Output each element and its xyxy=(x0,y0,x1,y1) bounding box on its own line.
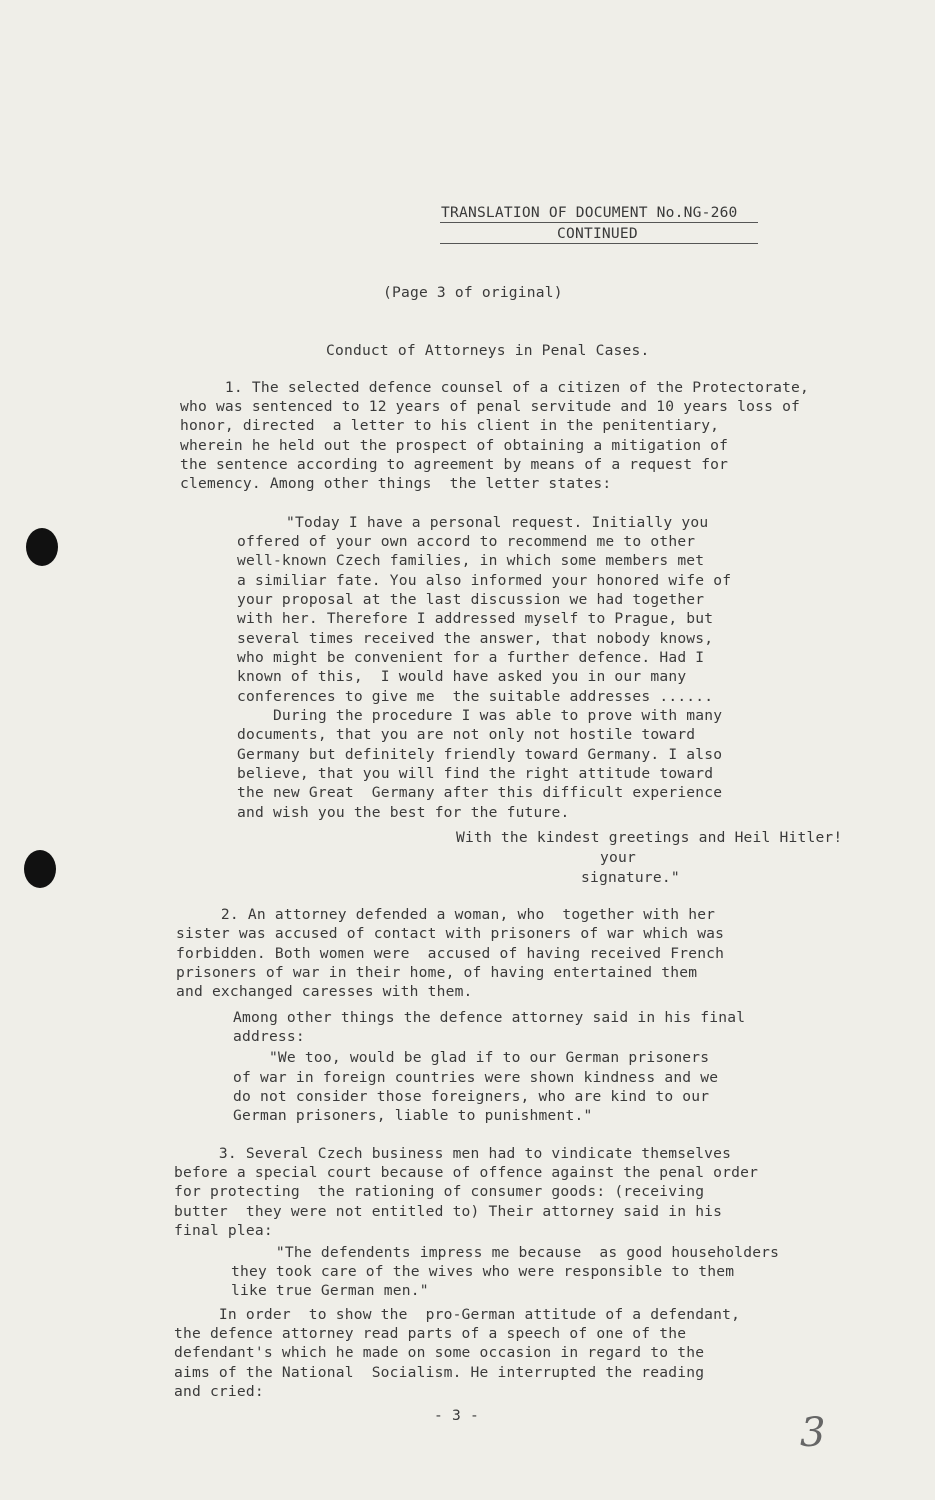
punch-hole-top xyxy=(26,528,58,566)
letter-line: "Today I have a personal request. Initially you xyxy=(286,514,709,531)
text-line: sister was accused of contact with prisoners of war which was xyxy=(176,925,725,942)
text-line: and exchanged caresses with them. xyxy=(176,983,473,1000)
header-rule-bottom xyxy=(440,243,758,244)
text-line: In order to show the pro-German attitude of a defendant, xyxy=(174,1306,741,1323)
header-line-2: CONTINUED xyxy=(557,225,638,242)
text-line: honor, directed a letter to his client in the penitentiary, xyxy=(180,417,720,434)
text-line: wherein he held out the prospect of obtaining a mitigation of xyxy=(180,437,729,454)
header-line-1: TRANSLATION OF DOCUMENT No.NG-260 xyxy=(441,204,738,221)
letter-line: with her. Therefore I addressed myself to Prague, but xyxy=(237,610,714,627)
quote-line: like true German men." xyxy=(231,1282,429,1299)
letter-your: your xyxy=(600,849,636,866)
header-rule-top xyxy=(440,222,758,223)
text-line: Among other things the defence attorney said in his final xyxy=(233,1009,746,1026)
page-of-original: (Page 3 of original) xyxy=(383,284,563,301)
text-line: before a special court because of offence against the penal order xyxy=(174,1164,759,1181)
letter-line: several times received the answer, that nobody knows, xyxy=(237,630,714,647)
quote-line: of war in foreign countries were shown kindness and we xyxy=(233,1069,719,1086)
text-line: final plea: xyxy=(174,1222,273,1239)
letter-line: known of this, I would have asked you in our many xyxy=(237,668,687,685)
letter-line: conferences to give me the suitable addresses ...... xyxy=(237,688,714,705)
letter-line: believe, that you will find the right attitude toward xyxy=(237,765,714,782)
letter-signature: signature." xyxy=(581,869,680,886)
quote-line: "The defendents impress me because as good householders xyxy=(231,1244,780,1261)
letter-line: During the procedure I was able to prove with many xyxy=(237,707,723,724)
text-line: 3. Several Czech business men had to vindicate themselves xyxy=(174,1145,732,1162)
quote-line: they took care of the wives who were responsible to them xyxy=(231,1263,735,1280)
letter-line: a similiar fate. You also informed your honored wife of xyxy=(237,572,732,589)
letter-line: documents, that you are not only not hostile toward xyxy=(237,726,696,743)
text-line: address: xyxy=(233,1028,305,1045)
text-line: butter they were not entitled to) Their attorney said in his xyxy=(174,1203,723,1220)
letter-closing: With the kindest greetings and Heil Hitler! xyxy=(456,829,843,846)
text-line: aims of the National Socialism. He interrupted the reading xyxy=(174,1364,705,1381)
letter-line: and wish you the best for the future. xyxy=(237,804,570,821)
text-line: clemency. Among other things the letter states: xyxy=(180,475,612,492)
text-line: 2. An attorney defended a woman, who together with her xyxy=(176,906,716,923)
letter-line: Germany but definitely friendly toward Germany. I also xyxy=(237,746,723,763)
text-line: forbidden. Both women were accused of having received French xyxy=(176,945,725,962)
text-line: prisoners of war in their home, of having entertained them xyxy=(176,964,698,981)
page-number: - 3 - xyxy=(434,1407,479,1424)
quote-line: "We too, would be glad if to our German prisoners xyxy=(233,1049,710,1066)
letter-line: offered of your own accord to recommend me to other xyxy=(237,533,696,550)
text-line: for protecting the rationing of consumer goods: (receiving xyxy=(174,1183,705,1200)
text-line: 1. The selected defence counsel of a citizen of the Protectorate, xyxy=(180,379,810,396)
text-line: defendant's which he made on some occasion in regard to the xyxy=(174,1344,705,1361)
punch-hole-bottom xyxy=(24,850,56,888)
quote-line: German prisoners, liable to punishment." xyxy=(233,1107,593,1124)
document-title: Conduct of Attorneys in Penal Cases. xyxy=(326,342,650,359)
quote-line: do not consider those foreigners, who are kind to our xyxy=(233,1088,710,1105)
text-line: the sentence according to agreement by means of a request for xyxy=(180,456,729,473)
letter-line: your proposal at the last discussion we had together xyxy=(237,591,705,608)
letter-line: who might be convenient for a further defence. Had I xyxy=(237,649,705,666)
text-line: and cried: xyxy=(174,1383,264,1400)
text-line: the defence attorney read parts of a speech of one of the xyxy=(174,1325,687,1342)
letter-line: well-known Czech families, in which some members met xyxy=(237,552,705,569)
text-line: who was sentenced to 12 years of penal servitude and 10 years loss of xyxy=(180,398,801,415)
handwritten-page-number: 3 xyxy=(800,1410,826,1456)
letter-line: the new Great Germany after this difficult experience xyxy=(237,784,723,801)
